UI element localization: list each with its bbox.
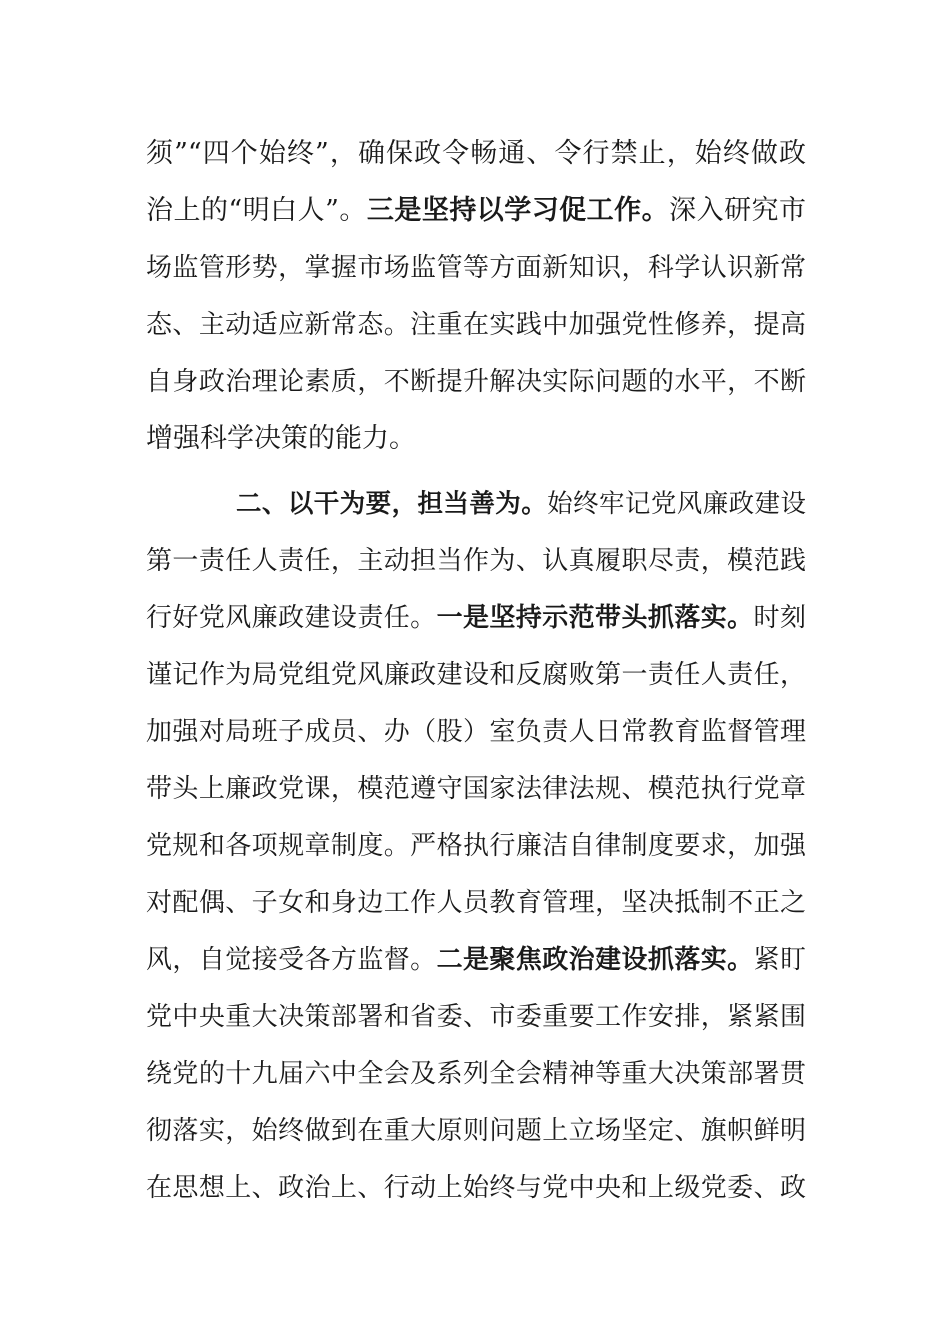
text-run: 始终牢记党风廉政建设 [547, 489, 806, 519]
text-line [146, 305, 806, 345]
text-line [146, 769, 806, 809]
text-line [146, 191, 806, 231]
text-run: 紧盯 [753, 945, 806, 975]
text-run: 党中央重大决策部署和省委、市委重要工作安排，紧紧围 [146, 1002, 806, 1032]
text-run: 带头上廉政党课，模范遵守国家法律法规、模范执行党章 [146, 774, 806, 804]
text-line [146, 940, 806, 980]
text-run: 治上的“明白人”。 [146, 195, 367, 226]
section-heading: 二、以干为要，担当善为。 [236, 489, 548, 519]
text-run: 风，自觉接受各方监督。 [146, 945, 437, 975]
text-run: 时刻 [753, 603, 806, 633]
text-run: 对配偶、子女和身边工作人员教育管理，坚决抵制不正之 [146, 888, 806, 918]
text-line [146, 598, 806, 638]
text-run: 绕党的十九届六中全会及系列全会精神等重大决策部署贯 [146, 1059, 806, 1089]
text-run: 自身政治理论素质，不断提升解决实际问题的水平，不断 [146, 367, 806, 397]
text-line [146, 712, 806, 752]
text-run: 深入研究市 [669, 195, 807, 226]
text-line [146, 248, 806, 288]
text-line [146, 1168, 806, 1208]
text-run: 增强科学决策的能力。 [146, 423, 416, 454]
bold-heading-run: 一是坚持示范带头抓落实。 [436, 603, 754, 633]
text-line [146, 1111, 806, 1151]
bold-heading-run: 三是坚持以学习促工作。 [366, 195, 670, 226]
text-run: 党规和各项规章制度。严格执行廉洁自律制度要求，加强 [146, 831, 806, 861]
text-run: 在思想上、政治上、行动上始终与党中央和上级党委、政 [146, 1173, 806, 1203]
text-run: 加强对局班子成员、办（股）室负责人日常教育监督管理 [146, 717, 806, 747]
text-line [146, 997, 806, 1037]
text-run: 态、主动适应新常态。注重在实践中加强党性修养，提高 [146, 310, 806, 340]
text-line [146, 419, 806, 459]
text-line [146, 655, 806, 695]
text-line [146, 134, 806, 174]
text-line [146, 883, 806, 923]
text-line [146, 362, 806, 402]
text-run: 第一责任人责任，主动担当作为、认真履职尽责，模范践 [146, 546, 806, 576]
bold-heading-run: 二是聚焦政治建设抓落实。 [436, 945, 754, 975]
text-run: 须”“四个始终”，确保政令畅通、令行禁止，始终做政 [146, 138, 806, 169]
text-run: 谨记作为局党组党风廉政建设和反腐败第一责任人责任， [146, 660, 806, 690]
text-run: 彻落实，始终做到在重大原则问题上立场坚定、旗帜鲜明 [146, 1116, 806, 1146]
text-line [146, 826, 806, 866]
text-run: 行好党风廉政建设责任。 [146, 603, 437, 633]
text-run: 场监管形势，掌握市场监管等方面新知识，科学认识新常 [146, 253, 806, 283]
text-line [236, 484, 806, 524]
text-line [146, 541, 806, 581]
text-line [146, 1054, 806, 1094]
